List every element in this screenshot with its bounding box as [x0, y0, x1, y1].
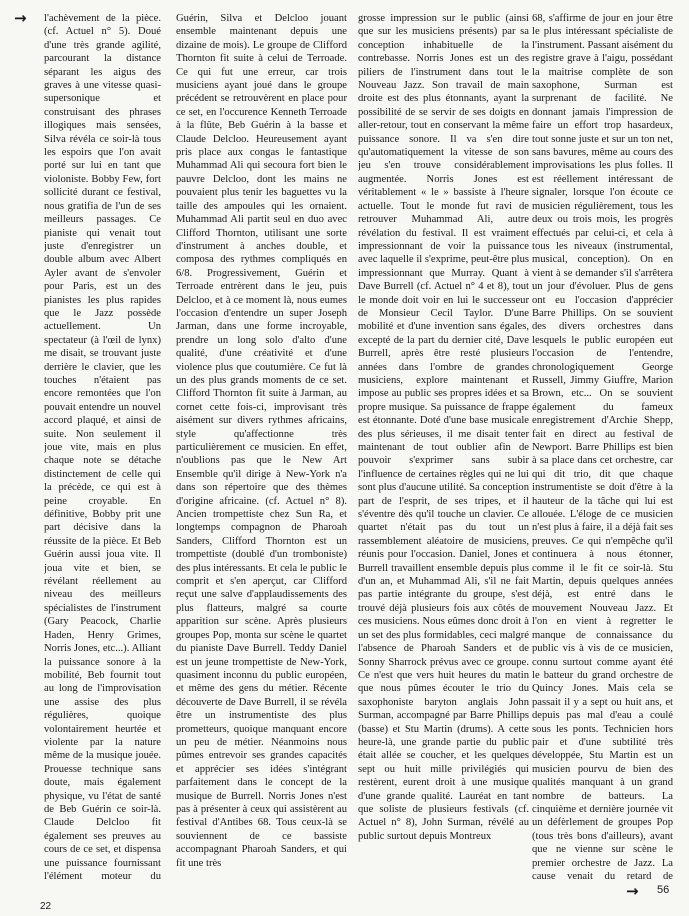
- text-column-4: [532, 12, 673, 884]
- column-text: Guérin, Silva et Delcloo jouant ensemble maintenant depuis une dizaine de mois). Le groupe de Clifford Thornton fit suite à celui de Terroade. Ce qui fut une erreur, car trois musiciens ayant joué dans le groupe précédent se retrouvèrent en place pour ce set, en l'occurence Kenneth Terroade à la flûte, Beb Guérin à la basse et Claude Delcloo. Heureusement ayant pris place aux congas le fantastique Muhammad Ali qui secoura fort bien le pauvre Delcloo, dont les mains ne pouvaient plus tenir les baguettes vu la taille des ampoules qui les ornaient. Muhammad Ali partit seul en duo avec Clifford Thornton, utilisant une sorte d'instrument à anches double, et composa des rythmes compliqués en 6/8. Progressivement, Guérin et Terroade entrèrent dans le jeu, puis Delcloo, et à ce moment là, nous eumes l'occasion d'entendre un super Joseph Jarman, dans une forme incroyable, prendre un long solo d'alto d'une qualité, d'une créativité et d'une violence plus que coutumière. Ce fut là un des plus grands moments de ce set. Clifford Thornton fit suite à Jarman, au cornet cette fois-ci, improvisant très aisément sur divers rythmes africains, style qu'affectionne très particulièrement ce musicien. En effet, n'oublions pas que le New Art Ensemble qu'il dirige à New-York n'a dans son répertoire que des thèmes d'origine africaine. (cf. Actuel n° 8). Ancien trompettiste chez Sun Ra, et longtemps compagnon de Pharoah Sanders, Clifford Thornton est un trompettiste (doublé d'un tromboniste) des plus intéressants. Et cela le public le comprit et s'en aperçut, car Clifford reçut une salve d'applaudissements des plus flatteurs, malgré sa courte apparition sur scène. Après plusieurs groupes Pop, monta sur scène le quartet du pianiste Dave Burrell. Teddy Daniel est un jeune trompettiste de New-York, quasiment inconnu du public européen, et même des gens du métier. Récente découverte de Dave Burrell, il se révéla être un instrumentiste des plus prometteurs, quoique manquant encore un peu de métier. Néanmoins nous pûmes entrevoir ses grandes capacités et apprécier ses idées s'intégrant parfaitement dans le concept de la musique de Burrell. Norris Jones n'est pas à présenter à ceux qui assistèrent au festival d'Antibes 68. Tous ceux-là se souviennent de ce bassiste accompagnant Pharoah Sanders, et qui fit une très: [176, 13, 347, 869]
- text-column-3: [358, 12, 529, 884]
- column-text: l'achèvement de la pièce. (cf. Actuel n° 5). Doué d'une très grande agilité, parcourant la distance séparant les aigus des graves à une vitesse quasi-supersonique et construisant des phrases illogiques mais sensées, Silva révéla ce soir-là tous les espoirs que l'on avait porté sur lui en tant que violoniste. Bobby Few, fort sollicité durant ce festival, nous gratifia de l'un de ses meilleurs passages. Ce pianiste qui venait tout juste d'enregistrer un double album avec Albert Ayler avant de s'envoler pour Paris, est un des pianistes les plus rapides que le Jazz possède actuellement. Un spectateur (à l'œil de lynx) me disait, se trouvant juste derrière le clavier, que les touches n'étaient pas encore remontées que l'on pouvait entendre un nouvel accord plaqué, et ainsi de suite. Non seulement il joue vite, mais en plus chaque note se détache distinctement de celle qui la précède, ce qui est à peine croyable. En définitive, Bobby prit une part décisive dans la réussite de la pièce. Et Beb Guérin aussi joua vite. Il joua vite et bien, se révélant réellement au niveau des meilleurs spécialistes de l'instrument (Gary Peacock, Charlie Haden, Henry Grimes, Norris Jones, etc...). Alliant la puissance sonore à la mobilité, Beb fournit tout au long de l'improvisation une assise des plus régulières, quoique volontairement heurtée et violente par la nature même de la musique jouée. Prouesse technique sans doute, mais également physique, vu l'état de santé de Beb Guérin ce soir-là. Claude Delcloo fit également ses preuves au cours de ce set, et dispensa une puissance fournissant l'élément moteur du: [44, 13, 161, 882]
- continuation-arrow-icon: →: [14, 9, 27, 27]
- column-text: grosse impression sur le public (ainsi que sur les musiciens présents) par sa conception inhabituelle de la contrebasse. Norris Jones est un des piliers de l'instrument dans tout le Nouveau Jazz. Son travail de main droite est des plus étonnants, ayant la possibilité de se servir de ses doigts en aller-retour, tout en conservant la même puissance sonore. Il va s'en dire qu'automatiquement la vitesse de son jeu s'en trouve considérablement augmentée. Norris Jones est véritablement « le » bassiste à l'heure actuelle. Tout le monde fut ravi de retrouver Muhammad Ali, autre révélation du festival. Il est vraiment impressionnant de voir la puissance avec laquelle il s'exprime, peut-être plus impressionnant que Murray. Quant à Dave Burrell (cf. Actuel n° 4 et 8), tout le monde doit voir en lui le successeur de Monsieur Cecil Taylor. D'une mobilité et d'une invention sans égales, excepté de la part du dernier cité, Dave Burrell, après être resté plusieurs années dans l'ombre de grandes musiciens, explore maintenant et impose au public ses propres idées et sa propre musique. Sa puissance de frappe est étonnante. Doté d'une base musicale des plus sérieuses, il me disait tenter maintenant de tout oublier afin de pouvoir s'exprimer sans subir l'influence de certaines règles qui ne lui sont plus d'aucune utilité. Sa conception part de l'esprit, de ses tripes, et il s'éventre dès qu'il touche un clavier. Ce quartet n'était pas du tout un rassemblement aléatoire de musiciens, réunis pour l'occasion. Daniel, Jones et Burrell travaillent ensemble depuis plus d'un an, et Muhammad Ali, s'il ne fait pas partie intégrante du groupe, s'est trouvé déjà plusieurs fois aux côtés de ces musiciens. Nous eûmes donc droit à un set des plus formidables, ceci malgré l'absence de Pharoah Sanders et de Sonny Sharrock prévus avec ce groupe. Ce n'est que vers huit heures du matin que nous pûmes écouter le trio du saxophoniste baryton anglais John Surman, accompagné par Barre Phillips (basse) et Stu Martin (drums). A cette heure-là, une grande partie du public était allée se coucher, et les quelques sept ou huit mille privilégiés qui restèrent, eurent droit à une musique d'une grande qualité. Lauréat en tant que soliste de plusieurs festivals (cf. Actuel n° 8), John Surman, révélé au public surtout depuis Montreux: [358, 13, 529, 842]
- text-column-2: [176, 12, 347, 884]
- page-number: 22: [40, 901, 52, 912]
- text-column-1: [44, 12, 161, 884]
- column-text: 68, s'affirme de jour en jour être le plus intéressant spécialiste de l'instrument. Passant aisément du registre grave à l'aigu, possédant la maitrise complète de son saxophone, Surman est surprenant de facilité. Ne donnant jamais l'impression de faire un effort trop hasardeux, tout sonne juste et sur un ton net, sans bavures, même au cours des improvisations les plus folles. Il est réellement intéressant de signaler, lorsque l'on écoute ce musicien régulièrement, tous les deux ou trois mois, les progrès effectués par celui-ci, et cela à tous les niveaux (instrumental, musical, conception). On en vient à se demander s'il s'arrêtera un jour d'évoluer. Plus de gens ont eu l'occasion d'apprécier Barre Phillips. On se souvient des divers orchestres dans lesquels le public européen eut l'occasion de l'entendre, chronologiquement George Russell, Jimmy Giuffre, Marion Brown, etc... On se souvient également du fameux enregistrement d'Archie Shepp, fait en direct au festival de Newport. Barre Phillips est bien à sa place dans cet orchestre, car qui dit trio, dit que chaque instrumentiste se doit d'être à la hauteur de la tâche qui lui est allouée. L'éloge de ce musicien n'est plus à faire, il a déjà fait ses preuves. Ce qui n'empêche qu'il continuera à nous étonner, comme il le fit ce soir-là. Stu Martin, depuis quelques années déjà, est entré dans le mouvement Nouveau Jazz. Et l'on en vient à regretter le manque de connaissance du public vis à vis de ce musicien, connu surtout comme ayant été le batteur du grand orchestre de Quincy Jones. Mais cela se passait il y a sept ou huit ans, et depuis pas mal d'eau a coulé sous les ponts. Technicien hors pair et d'une subtilité très développée, Stu Martin est un musicien pourvu de bien des qualités manquant à un grand nombre de batteurs. La cinquième et dernière journée vit un défèrlement de groupes Pop (tous très bons d'ailleurs), avant que ne vienne sur scène le premier orchestre de Jazz. La cause venait du retard de: [532, 13, 673, 882]
- continued-arrow-icon: →: [626, 882, 639, 900]
- continued-page-number: 56: [657, 884, 670, 896]
